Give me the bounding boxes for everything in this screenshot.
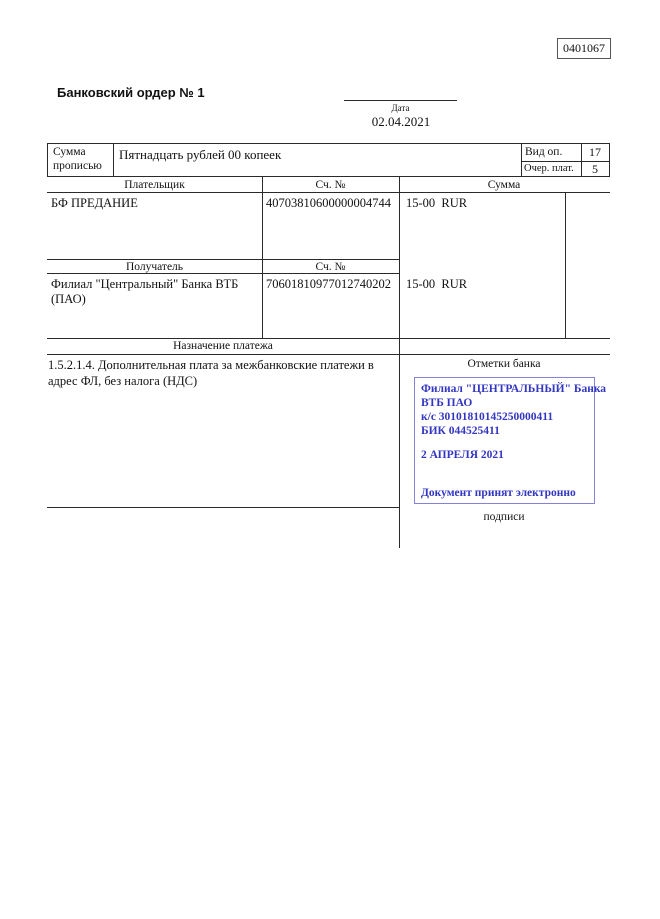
table-border <box>113 143 114 176</box>
table-border <box>47 176 610 177</box>
table-border <box>47 192 610 193</box>
payee-amount: 15-00 RUR <box>406 277 468 291</box>
stamp-date: 2 АПРЕЛЯ 2021 <box>421 449 504 461</box>
signatures-label: подписи <box>483 511 525 523</box>
payee-account-column-header: Сч. № <box>315 261 346 273</box>
form-code-box: 0401067 <box>557 38 611 59</box>
payer-amount: 15-00 RUR <box>406 196 468 210</box>
date-label: Дата <box>391 103 410 113</box>
date-value <box>345 86 457 157</box>
table-border <box>262 176 263 338</box>
purpose-header: Назначение платежа <box>173 340 273 352</box>
stamp-corr-account: к/с 30101810145250000411 <box>421 411 554 423</box>
bank-stamp <box>414 377 607 504</box>
payee-column-header: Получатель <box>125 261 184 273</box>
table-border <box>47 507 400 508</box>
stamp-bik: БИК 044525411 <box>421 425 500 437</box>
document-title: Банковский ордер № 1 <box>57 85 205 100</box>
table-border <box>47 143 48 176</box>
table-border <box>521 143 522 176</box>
amount-words-label-line2: прописью <box>53 160 102 172</box>
table-border <box>47 259 400 260</box>
payer-name: БФ ПРЕДАНИЕ <box>51 196 138 210</box>
payee-name: Филиал "Центральный" Банка ВТБ (ПАО) <box>51 277 239 306</box>
bank-marks-header: Отметки банка <box>467 358 541 370</box>
stamp-bank-name-line2: ВТБ ПАО <box>421 397 473 409</box>
priority-label: Очер. плат. <box>524 163 574 174</box>
purpose-text: 1.5.2.1.4. Дополнительная плата за межбанковские платежи в адрес ФЛ, без налога (НДС) <box>48 358 374 388</box>
table-border <box>47 338 610 339</box>
payer-column-header: Плательщик <box>124 179 185 191</box>
amount-in-words: Пятнадцать рублей 00 копеек <box>119 147 282 162</box>
date-text: 02.04.2021 <box>371 113 431 129</box>
payee-account-number: 70601810977012740202 <box>266 277 391 291</box>
table-border <box>565 192 566 338</box>
amount-column-header: Сумма <box>487 179 521 191</box>
stamp-bank-name-line1: Филиал "ЦЕНТРАЛЬНЫЙ" Банка <box>421 383 607 395</box>
table-border <box>47 354 610 355</box>
op-type-label: Вид оп. <box>525 146 563 158</box>
amount-words-label-line1: Сумма <box>53 146 86 158</box>
priority-value: 5 <box>592 162 598 176</box>
payer-account-column-header: Сч. № <box>315 179 346 191</box>
date-underline <box>344 100 457 101</box>
table-border <box>47 143 610 144</box>
op-type-value: 17 <box>589 145 601 159</box>
payer-account-number: 40703810600000004744 <box>266 196 391 210</box>
stamp-status: Документ принят электронно <box>421 487 576 499</box>
table-border <box>609 143 610 176</box>
